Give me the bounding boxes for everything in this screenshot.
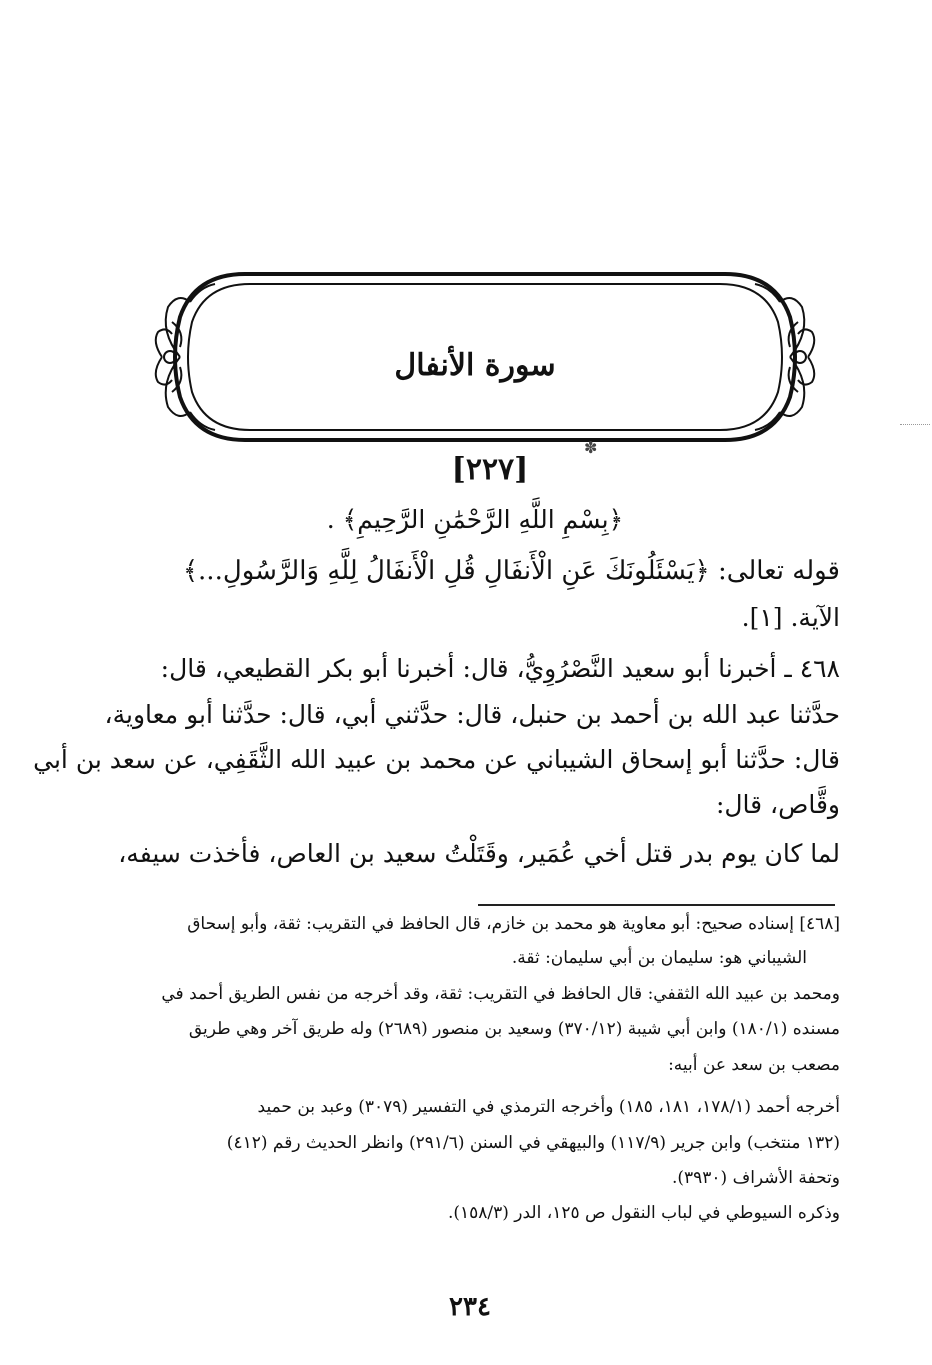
margin-mark [900,424,930,427]
footnote-line: أخرجه أحمد (١٧٨/١، ١٨١، ١٨٥) وأخرجه الترمذي في التفسير (٣٠٧٩) وعبد بن حميد [257,1097,840,1117]
surah-title: سورة الأنفال [394,348,556,383]
hadith-line: وقَّاص، قال: [715,790,840,819]
verse-reference: الآية. [١]. [741,603,840,632]
basmala: ﴿بِسْمِ اللَّهِ الرَّحْمَٰنِ الرَّحِيمِ﴾ . [326,505,624,534]
footnote-line: وتحفة الأشراف (٣٩٣٠). [671,1168,840,1188]
quran-verse: قوله تعالى: ﴿يَسْئَلُونَكَ عَنِ الْأَنفَالِ قُلِ الْأَنفَالُ لِلَّهِ وَالرَّسُولِ...﴾ [182,556,840,586]
flourish-icon: ✽ [584,438,598,457]
footnote-line: مصعب بن سعد عن أبيه: [668,1055,840,1075]
section-number: [٢٢٧] [451,452,529,487]
hadith-line: حدَّثنا عبد الله بن أحمد بن حنبل، قال: حدَّثني أبي، قال: حدَّثنا أبو معاوية، [104,700,840,729]
page-number: ٢٣٤ [449,1292,491,1322]
footnote-line: الشيباني هو: سليمان بن أبي سليمان: ثقة. [511,948,807,968]
hadith-line: قال: حدَّثنا أبو إسحاق الشيباني عن محمد بن عبيد الله الثَّقَفِي، عن سعد بن أبي [33,745,840,774]
hadith-line: ٤٦٨ ـ أخبرنا أبو سعيد النَّصْرُوِيُّ، قال: أخبرنا أبو بكر القطيعي، قال: [160,654,840,683]
footnote-line: ومحمد بن عبيد الله الثقفي: قال الحافظ في التقريب: ثقة، وقد أخرجه من نفس الطريق أحمد في [161,984,840,1004]
footnote-line: (١٣٢ منتخب) وابن جرير (١١٧/٩) والبيهقي في السنن (٢٩١/٦) وانظر الحديث رقم (٤١٢) [226,1133,840,1153]
footnote-line: وذكره السيوطي في لباب النقول ص ١٢٥، الدر (١٥٨/٣). [447,1203,840,1223]
hadith-line: لما كان يوم بدر قتل أخي عُمَير، وقَتَلْتُ سعيد بن العاص، فأخذت سيفه، [118,839,840,868]
footnote-separator [478,904,835,906]
footnote-line: [٤٦٨] إسناده صحيح: أبو معاوية هو محمد بن خازم، قال الحافظ في التقريب: ثقة، وأبو إسحاق [187,914,840,934]
footnote-line: مسنده (١٨٠/١) وابن أبي شيبة (٣٧٠/١٢) وسعيد بن منصور (٢٦٨٩) وله طريق آخر وهي طريق [188,1019,840,1039]
